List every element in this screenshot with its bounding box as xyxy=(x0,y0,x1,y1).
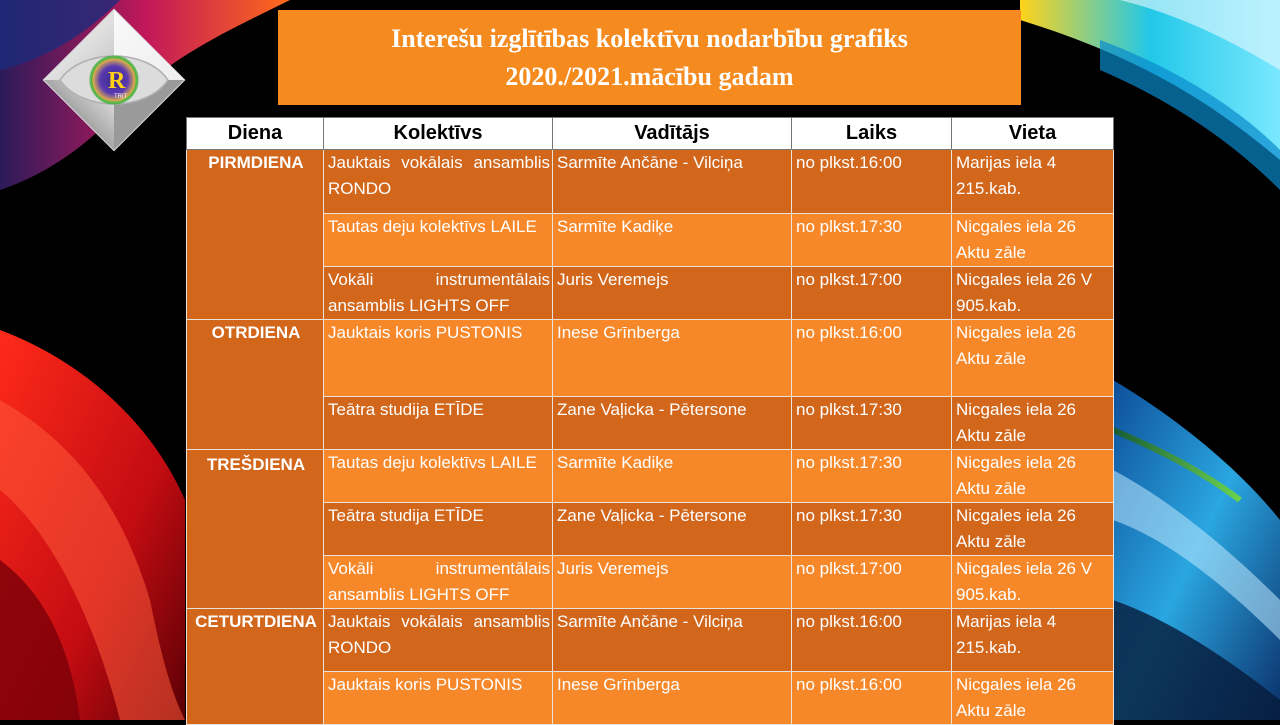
logo-caption: TRIT xyxy=(114,94,128,100)
day-cell: CETURTDIENA xyxy=(187,609,324,725)
day-cell: PIRMDIENA xyxy=(187,150,324,320)
group-cell: Tautas deju kolektīvs LAILE xyxy=(324,214,553,267)
header-day: Diena xyxy=(187,118,324,150)
place-cell: Nicgales iela 26 V 905.kab. xyxy=(952,556,1114,609)
page-title-line1: Interešu izglītības kolektīvu nodarbību grafiks xyxy=(391,23,908,53)
place-cell: Nicgales iela 26 Aktu zāle xyxy=(952,320,1114,397)
place-cell: Nicgales iela 26 Aktu zāle xyxy=(952,214,1114,267)
leader-cell: Juris Veremejs xyxy=(553,556,792,609)
header-leader: Vadītājs xyxy=(553,118,792,150)
table-header-row xyxy=(187,118,1114,150)
time-cell: no plkst.16:00 xyxy=(792,609,952,672)
leader-cell: Juris Veremejs xyxy=(553,267,792,320)
day-cell: TREŠDIENA xyxy=(187,450,324,609)
time-cell: no plkst.17:00 xyxy=(792,556,952,609)
time-cell: no plkst.17:30 xyxy=(792,450,952,503)
place-cell: Marijas iela 4 215.kab. xyxy=(952,609,1114,672)
time-cell: no plkst.16:00 xyxy=(792,320,952,397)
table-row xyxy=(187,450,1114,503)
group-cell: Teātra studija ETĪDE xyxy=(324,503,553,556)
time-cell: no plkst.16:00 xyxy=(792,672,952,725)
place-cell: Nicgales iela 26 Aktu zāle xyxy=(952,397,1114,450)
day-cell: OTRDIENA xyxy=(187,320,324,450)
logo-letter: R xyxy=(108,68,126,94)
schedule-table xyxy=(186,117,1114,725)
table-row xyxy=(187,397,1114,450)
group-cell: Vokāli instrumentālais ansamblis LIGHTS OFF xyxy=(324,556,553,609)
leader-cell: Inese Grīnberga xyxy=(553,320,792,397)
group-cell: Jauktais vokālais ansamblis RONDO xyxy=(324,150,553,214)
leader-cell: Inese Grīnberga xyxy=(553,672,792,725)
group-cell: Tautas deju kolektīvs LAILE xyxy=(324,450,553,503)
page-title-line2: 2020./2021.mācību gadam xyxy=(505,61,794,91)
leader-cell: Zane Vaļicka - Pētersone xyxy=(553,503,792,556)
time-cell: no plkst.17:30 xyxy=(792,503,952,556)
school-logo xyxy=(42,8,186,152)
place-cell: Nicgales iela 26 Aktu zāle xyxy=(952,450,1114,503)
table-row xyxy=(187,150,1114,214)
table-row xyxy=(187,320,1114,397)
group-cell: Jauktais vokālais ansamblis RONDO xyxy=(324,609,553,672)
place-cell: Marijas iela 4 215.kab. xyxy=(952,150,1114,214)
leader-cell: Sarmīte Kadiķe xyxy=(553,214,792,267)
header-place: Vieta xyxy=(952,118,1114,150)
place-cell: Nicgales iela 26 Aktu zāle xyxy=(952,503,1114,556)
place-cell: Nicgales iela 26 Aktu zāle xyxy=(952,672,1114,725)
header-time: Laiks xyxy=(792,118,952,150)
page-title-box xyxy=(278,10,1021,105)
table-row xyxy=(187,503,1114,556)
table-row xyxy=(187,214,1114,267)
place-cell: Nicgales iela 26 V 905.kab. xyxy=(952,267,1114,320)
header-group: Kolektīvs xyxy=(324,118,553,150)
leader-cell: Sarmīte Ančāne - Vilciņa xyxy=(553,609,792,672)
leader-cell: Sarmīte Kadiķe xyxy=(553,450,792,503)
group-cell: Jauktais koris PUSTONIS xyxy=(324,672,553,725)
time-cell: no plkst.17:00 xyxy=(792,267,952,320)
group-cell: Jauktais koris PUSTONIS xyxy=(324,320,553,397)
leader-cell: Sarmīte Ančāne - Vilciņa xyxy=(553,150,792,214)
leader-cell: Zane Vaļicka - Pētersone xyxy=(553,397,792,450)
table-row xyxy=(187,609,1114,672)
table-row xyxy=(187,556,1114,609)
time-cell: no plkst.17:30 xyxy=(792,214,952,267)
group-cell: Vokāli instrumentālais ansamblis LIGHTS OFF xyxy=(324,267,553,320)
group-cell: Teātra studija ETĪDE xyxy=(324,397,553,450)
table-row xyxy=(187,267,1114,320)
time-cell: no plkst.16:00 xyxy=(792,150,952,214)
table-row xyxy=(187,672,1114,725)
time-cell: no plkst.17:30 xyxy=(792,397,952,450)
